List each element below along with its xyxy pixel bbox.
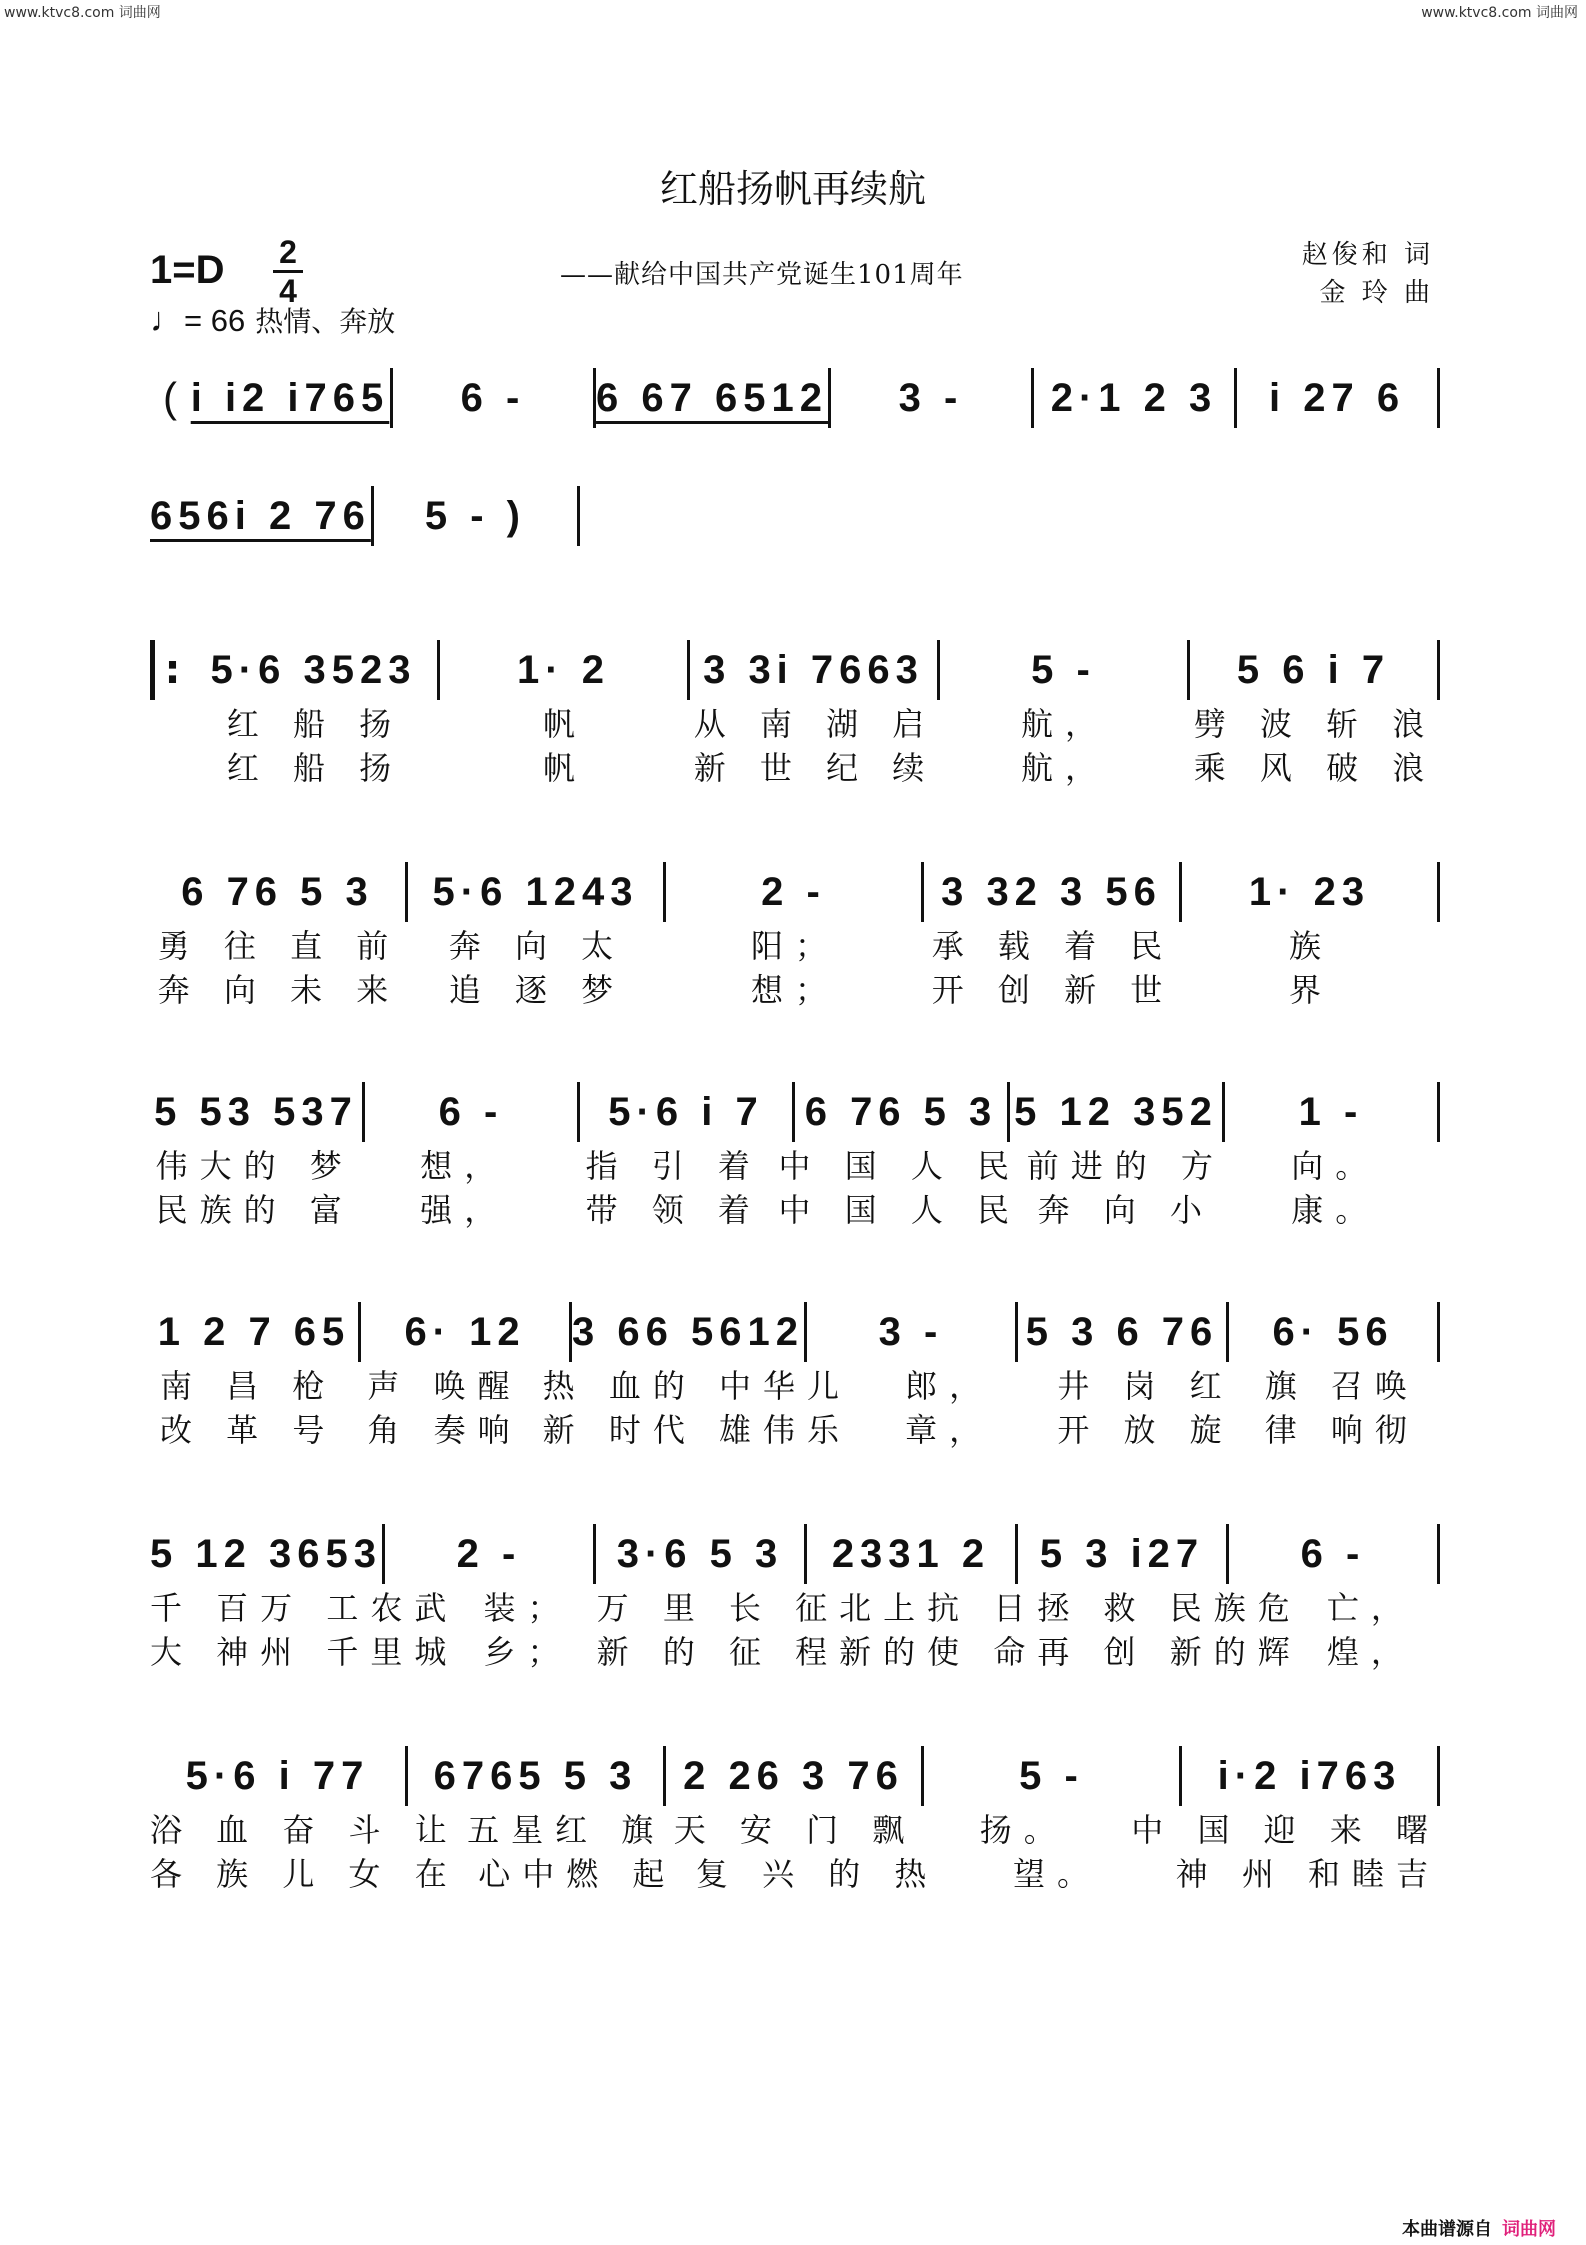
measure: 1· 2 <box>440 640 690 700</box>
measure: 5 3 6 76 <box>1018 1302 1229 1362</box>
lyric: 界 <box>1288 971 1333 1009</box>
measure: 2331 2 <box>807 1524 1018 1584</box>
lyric: 想； <box>750 971 839 1009</box>
lyric: 五星红 旗 <box>467 1811 666 1849</box>
lyric: 中 国 人 民 <box>778 1147 1022 1185</box>
lyric: 帆 <box>542 749 587 787</box>
lyric: 族 <box>1288 927 1333 965</box>
measure: 6765 5 3 <box>408 1746 666 1806</box>
measure: 6 76 5 3 <box>150 862 408 922</box>
lyric: 奔 向 未 来 <box>157 971 401 1009</box>
measure: 6 - <box>1229 1524 1440 1584</box>
footer <box>1402 2215 1556 2241</box>
lyricist-credit: 赵俊和 词 <box>1301 240 1434 270</box>
lyric: 前进的 方 <box>1026 1147 1225 1185</box>
lyric: 心中燃 起 <box>478 1855 677 1893</box>
measure: 2 - <box>385 1524 596 1584</box>
lyric: 指 引 着 <box>585 1147 762 1185</box>
lyric-line-1 <box>150 1142 1440 1186</box>
lyric: 中 国 迎 来 曙 <box>1131 1811 1440 1849</box>
lyric: 从 南 湖 启 <box>693 705 937 743</box>
measure: i 27 6 <box>1237 368 1440 428</box>
key-signature: 1=D <box>150 248 225 292</box>
song-title: 红船扬帆再续航 <box>659 167 926 211</box>
composer-credit: 金 玲 曲 <box>1319 278 1434 308</box>
lyric: 乡； <box>483 1633 572 1671</box>
lyric: 煌， <box>1326 1633 1415 1671</box>
verse-staff-4 <box>150 1302 1440 1450</box>
lyric-line-1 <box>150 700 1440 744</box>
verse-staff-3 <box>150 1082 1440 1230</box>
lyric: 航， <box>1020 705 1109 743</box>
lyric: 声 唤醒 <box>367 1367 522 1405</box>
measure: 1· 23 <box>1182 862 1440 922</box>
lyric: 神 州 和睦吉 <box>1175 1855 1440 1893</box>
lyric: 装； <box>483 1589 572 1627</box>
lyric: 红 船 扬 <box>226 705 404 743</box>
measure: 5 - <box>940 640 1190 700</box>
measure: 5·6 i 77 <box>150 1746 408 1806</box>
measure: 6 76 5 3 <box>795 1082 1010 1142</box>
measure: 1 2 7 65 <box>150 1302 361 1362</box>
lyric-line-2 <box>150 1850 1440 1894</box>
lyric: 再 创 新的辉 <box>1037 1633 1302 1671</box>
intro-staff-1 <box>150 368 1440 428</box>
lyric: 承 载 着 民 <box>931 927 1175 965</box>
quarter-note-icon: ♩ <box>150 301 184 339</box>
lyric: 浴 血 奋 斗 让 <box>150 1811 459 1849</box>
lyric: 拯 救 民族危 <box>1037 1589 1302 1627</box>
lyric: 向。 <box>1291 1147 1380 1185</box>
footer-text: 本曲谱源自 <box>1402 2219 1492 2240</box>
lyric-line-2 <box>150 1406 1440 1450</box>
lyric: 航， <box>1020 749 1109 787</box>
watermark-left: www.ktvc8.com 词曲网 <box>4 5 161 21</box>
time-signature <box>268 236 308 307</box>
verse-staff-1 <box>150 640 1440 788</box>
lyric: 改 革 号 <box>159 1411 337 1449</box>
lyric: 想， <box>420 1147 509 1185</box>
measure: 5 6 i 7 <box>1190 640 1440 700</box>
measure: 5·6 1243 <box>408 862 666 922</box>
lyric: 复 兴 的 热 <box>695 1855 939 1893</box>
lyric: 新 的 征 程 <box>596 1633 840 1671</box>
subtitle: ——献给中国共产党诞生101周年 <box>560 260 964 290</box>
lyric: 井 岗 红 <box>1057 1367 1234 1405</box>
measure: 3 - <box>807 1302 1018 1362</box>
measure: 5 - ) <box>374 486 580 546</box>
open-paren: ( <box>163 374 177 421</box>
lyric: 千 百万 工农武 <box>150 1589 459 1627</box>
lyric: 亡， <box>1326 1589 1415 1627</box>
measure: 5 3 i27 <box>1018 1524 1229 1584</box>
lyric: 带 领 着 <box>585 1191 762 1229</box>
lyric: 康。 <box>1291 1191 1380 1229</box>
lyric: 帆 <box>542 705 587 743</box>
tempo-mood: 热情、奔放 <box>255 305 396 338</box>
lyric-line-2 <box>150 966 1440 1010</box>
lyric: 大 神州 千里城 <box>150 1633 459 1671</box>
intro-staff-2 <box>150 486 580 546</box>
lyric: 新 时代 雄伟乐 <box>542 1411 852 1449</box>
measure: 6· 12 <box>361 1302 572 1362</box>
lyric: 奔 向 小 <box>1037 1191 1214 1229</box>
lyric: 开 创 新 世 <box>931 971 1175 1009</box>
tempo-value: = 66 <box>184 303 246 338</box>
measure: 6· 56 <box>1229 1302 1440 1362</box>
verse-staff-6 <box>150 1746 1440 1894</box>
measure: 3 32 3 56 <box>924 862 1182 922</box>
footer-brand[interactable]: 词曲网 <box>1502 2219 1556 2240</box>
measure: 5 12 3653 <box>150 1524 385 1584</box>
measure: 5·6 i 7 <box>580 1082 795 1142</box>
lyric: 伟大的 梦 <box>155 1147 354 1185</box>
measure: 2 26 3 76 <box>666 1746 924 1806</box>
lyric: 开 放 旋 <box>1057 1411 1234 1449</box>
lyric: 北上抗 日 <box>839 1589 1038 1627</box>
lyric: 万 里 长 征 <box>596 1589 840 1627</box>
lyric: 阳； <box>750 927 839 965</box>
lyric: 乘 风 破 浪 <box>1193 749 1437 787</box>
measure: 5 53 537 <box>150 1082 365 1142</box>
lyric: 红 船 扬 <box>226 749 404 787</box>
measure: i·2 i763 <box>1182 1746 1440 1806</box>
watermark-right: www.ktvc8.com 词曲网 <box>1421 5 1578 21</box>
lyric: 天 安 门 飘 <box>673 1811 917 1849</box>
lyric: 中 国 人 民 <box>778 1191 1022 1229</box>
measure: 6 - <box>365 1082 580 1142</box>
lyric-line-1 <box>150 1584 1440 1628</box>
lyric: 章， <box>905 1411 994 1449</box>
tempo-marking <box>150 300 395 340</box>
credits <box>1302 236 1434 312</box>
repeat-start-sign: : <box>150 640 190 700</box>
lyric: 民族的 富 <box>155 1191 354 1229</box>
lyric-line-1 <box>150 1806 1440 1850</box>
measure: 6 - <box>393 368 596 428</box>
lyric: 郎， <box>905 1367 994 1405</box>
measure: 3 3i 7663 <box>690 640 940 700</box>
measure: 5·6 3523 <box>190 640 440 700</box>
lyric: 扬。 <box>979 1811 1068 1849</box>
lyric: 新的使 命 <box>839 1633 1038 1671</box>
lyric: 角 奏响 <box>367 1411 522 1449</box>
measure: 5 - <box>924 1746 1182 1806</box>
lyric: 南 昌 枪 <box>159 1367 337 1405</box>
verse-staff-5 <box>150 1524 1440 1672</box>
measure: 2·1 2 3 <box>1034 368 1237 428</box>
lyric-line-1 <box>150 922 1440 966</box>
measure: 1 - <box>1225 1082 1440 1142</box>
measure: i i2 i765 <box>190 368 393 428</box>
lyric: 劈 波 斩 浪 <box>1193 705 1437 743</box>
measure: 656i 2 76 <box>150 486 374 546</box>
verse-staff-2 <box>150 862 1440 1010</box>
measure: 3 66 5612 <box>572 1302 807 1362</box>
lyric: 追 逐 梦 <box>448 971 626 1009</box>
lyric-line-2 <box>150 1186 1440 1230</box>
time-signature-bottom: 4 <box>279 273 297 309</box>
lyric-line-1 <box>150 1362 1440 1406</box>
lyric: 奔 向 太 <box>448 927 626 965</box>
measure: 6 67 6512 <box>596 368 831 428</box>
lyric: 勇 往 直 前 <box>157 927 401 965</box>
lyric: 新 世 纪 续 <box>693 749 937 787</box>
lyric-line-2 <box>150 744 1440 788</box>
time-signature-top: 2 <box>279 234 297 270</box>
lyric: 强， <box>420 1191 509 1229</box>
lyric: 各 族 儿 女 在 <box>150 1855 459 1893</box>
lyric: 旗 召唤 <box>1264 1367 1419 1405</box>
measure: 5 12 352 <box>1010 1082 1225 1142</box>
lyric: 律 响彻 <box>1264 1411 1419 1449</box>
measure: 3 - <box>831 368 1034 428</box>
lyric: 热 血的 中华儿 <box>542 1367 852 1405</box>
lyric-line-2 <box>150 1628 1440 1672</box>
lyric: 望。 <box>1013 1855 1102 1893</box>
measure: 2 - <box>666 862 924 922</box>
measure: 3·6 5 3 <box>596 1524 807 1584</box>
